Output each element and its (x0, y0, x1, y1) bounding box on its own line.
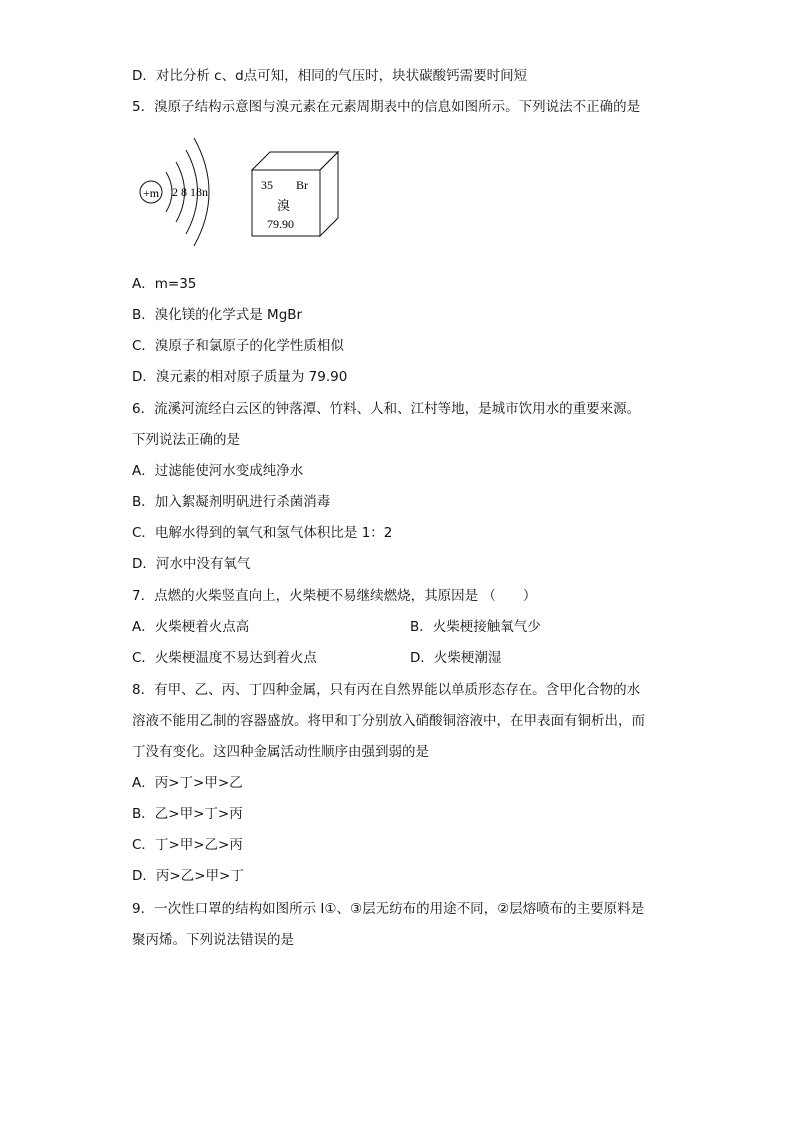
atomic-mass: 79.90 (267, 217, 294, 231)
question-8-line-1: 8．有甲、乙、丙、丁四种金属，只有丙在自然界能以单质形态存在。含甲化合物的水 (132, 682, 641, 698)
electron-counts: 2 8 18n (172, 185, 208, 199)
option-a-q6: A．过滤能使河水变成纯净水 (132, 463, 304, 479)
atomic-number: 35 (261, 178, 273, 192)
option-b-q7: B．火柴梗接触氧气少 (410, 619, 541, 635)
option-d-q7: D．火柴梗潮湿 (410, 650, 502, 666)
question-6-line-1: 6．流溪河流经白云区的钟落潭、竹料、人和、江村等地，是城市饮用水的重要来源。 (132, 401, 641, 417)
question-9-line-2: 聚丙烯。下列说法错误的是 (132, 932, 294, 948)
option-a-q7: A．火柴梗着火点高 (132, 619, 250, 635)
bromine-figure (136, 128, 356, 248)
option-b-q6: B．加入絮凝剂明矾进行杀菌消毒 (132, 494, 331, 510)
question-5: 5．溴原子结构示意图与溴元素在元素周期表中的信息如图所示。下列说法不正确的是 (132, 99, 641, 115)
option-c-q7: C．火柴梗温度不易达到着火点 (132, 650, 317, 666)
question-8-line-3: 丁没有变化。这四种金属活动性顺序由强到弱的是 (132, 744, 429, 760)
option-d-q8: D．丙>乙>甲>丁 (132, 868, 244, 884)
option-d-q6: D．河水中没有氧气 (132, 556, 251, 572)
option-c-q6: C．电解水得到的氧气和氢气体积比是 1：2 (132, 525, 393, 541)
option-d-q4: D．对比分析 c、d点可知，相同的气压时，块状碳酸钙需要时间短 (132, 68, 528, 84)
question-9-line-1: 9．一次性口罩的结构如图所示 I①、③层无纺布的用途不同，②层熔喷布的主要原料是 (132, 901, 645, 917)
question-7: 7．点燃的火柴竖直向上，火柴梗不易继续燃烧，其原因是 （ ） (132, 588, 537, 604)
question-6-line-2: 下列说法正确的是 (132, 432, 240, 448)
option-b-q8: B．乙>甲>丁>丙 (132, 806, 243, 822)
question-8-line-2: 溶液不能用乙制的容器盛放。将甲和丁分别放入硝酸铜溶液中，在甲表面有铜析出，而 (132, 713, 645, 729)
cube-top-face (252, 152, 338, 170)
option-b-q5: B．溴化镁的化学式是 MgBr (132, 307, 303, 323)
element-name: 溴 (277, 198, 291, 213)
option-d-q5: D．溴元素的相对原子质量为 79.90 (132, 369, 348, 385)
option-c-q5: C．溴原子和氯原子的化学性质相似 (132, 338, 344, 354)
option-c-q8: C．丁>甲>乙>丙 (132, 837, 243, 853)
bromine-figure-svg (136, 128, 356, 248)
option-a-q8: A．丙>丁>甲>乙 (132, 775, 243, 791)
option-a-q5: A．m=35 (132, 276, 197, 292)
nucleus-label: +m (142, 186, 160, 200)
cube-side-face (320, 152, 338, 236)
element-symbol: Br (296, 178, 308, 192)
